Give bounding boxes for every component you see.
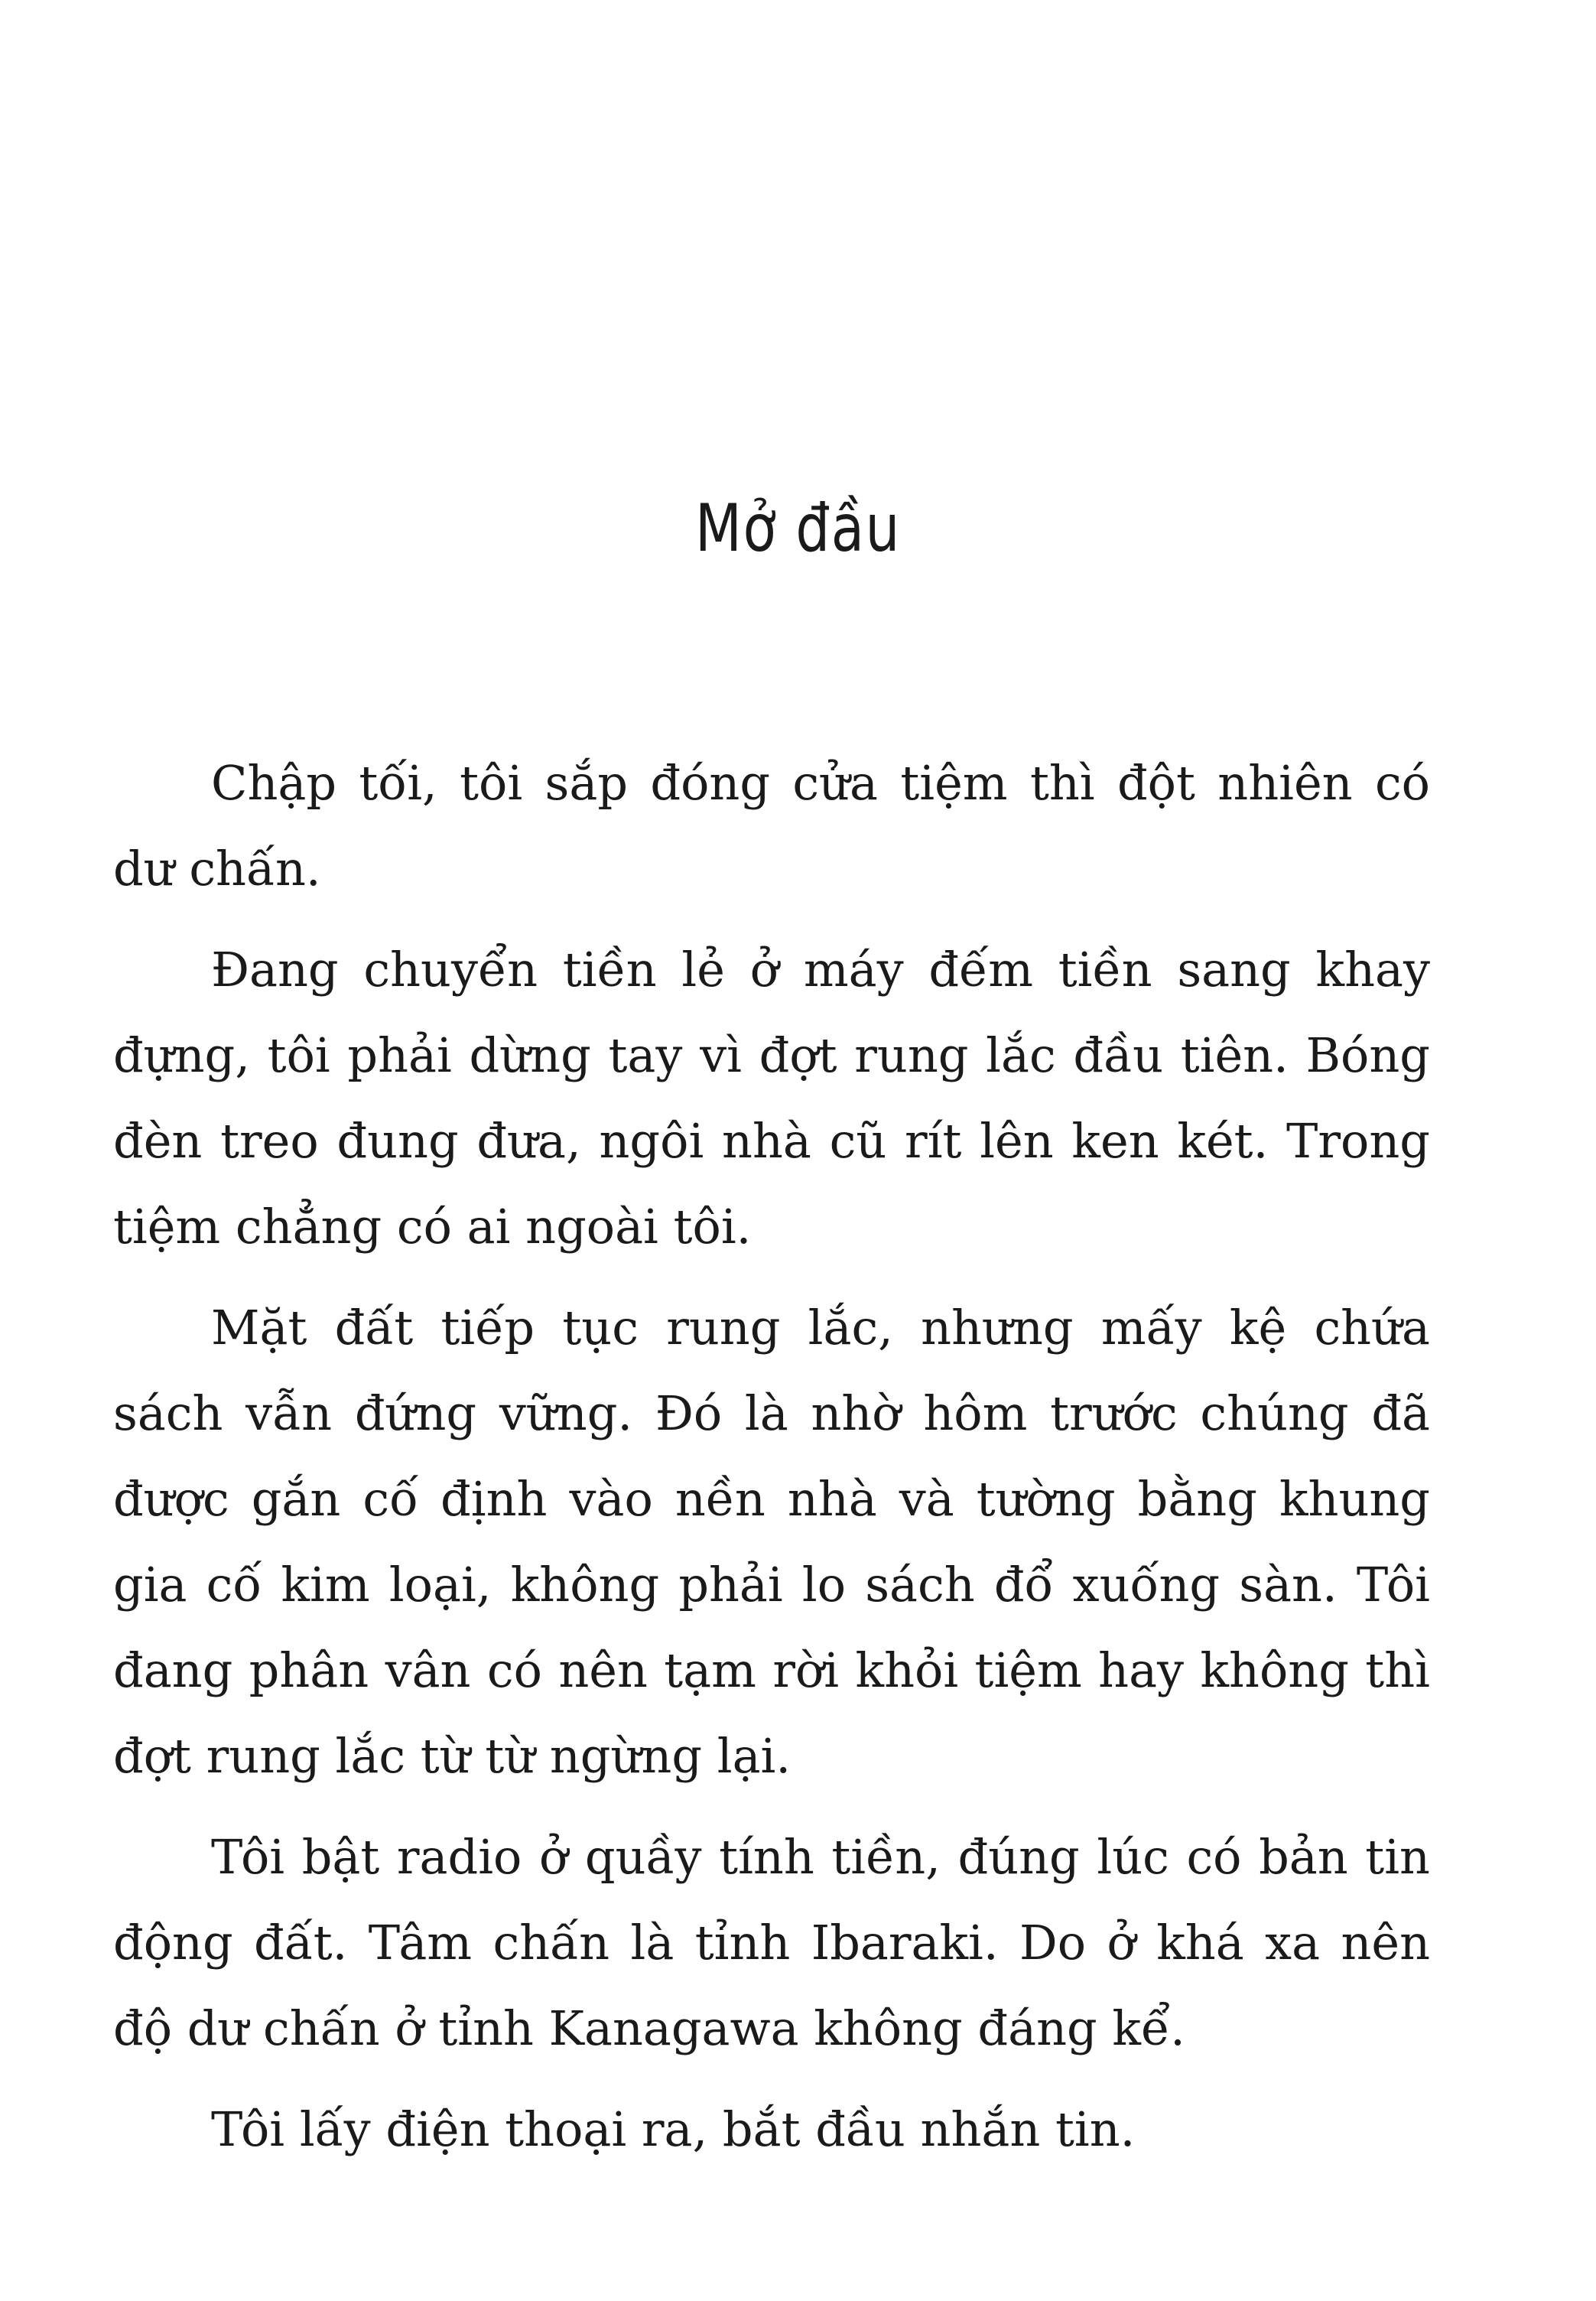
paragraph-3: Mặt đất tiếp tục rung lắc, nhưng mấy kệ chứa sách vẫn đứng vững. Đó là nhờ hôm trước chúng đã được gắn cố định vào nền nhà và tường bằng khung gia cố kim loại, không phải lo sách đổ xuống sàn. Tôi đang phân vân có nên tạm rời khỏi tiệm hay không thì đợt rung lắc từ từ ngừng lại.: [113, 1300, 1430, 1784]
chapter-body: [113, 740, 1430, 2188]
paragraph-5: Tôi lấy điện thoại ra, bắt đầu nhắn tin.: [211, 2101, 1136, 2157]
paragraph-4: Tôi bật radio ở quầy tính tiền, đúng lúc có bản tin động đất. Tâm chấn là tỉnh Ibaraki. Do ở khá xa nên độ dư chấn ở tỉnh Kanagawa không đáng kể.: [113, 1829, 1430, 2056]
paragraph-2: Đang chuyển tiền lẻ ở máy đếm tiền sang khay đựng, tôi phải dừng tay vì đợt rung lắc đầu tiên. Bóng đèn treo đung đưa, ngôi nhà cũ rít lên ken két. Trong tiệm chẳng có ai ngoài tôi.: [113, 942, 1430, 1255]
paragraph-1: Chập tối, tôi sắp đóng cửa tiệm thì đột nhiên có dư chấn.: [113, 755, 1430, 897]
chapter-title: Mở đầu: [695, 490, 901, 567]
